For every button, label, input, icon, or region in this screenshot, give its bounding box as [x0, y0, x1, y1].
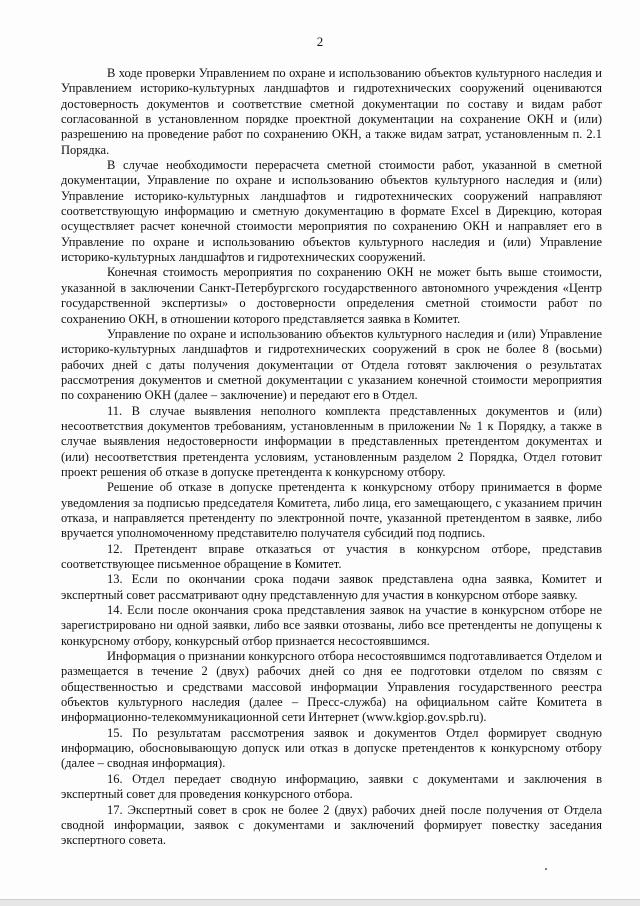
document-body — [61, 66, 602, 849]
paragraph-13: 13. Если по окончании срока подачи заявок представлена одна заявка, Комитет и экспертный совет рассматривают одну представленную для участия в конкурсном отборе заявку. — [61, 572, 602, 602]
paragraph-17: 17. Экспертный совет в срок не более 2 (двух) рабочих дней после получения от Отдела сводной информации, заявок с документами и заключений формирует повестку заседания экспертного совета. — [61, 802, 602, 848]
scan-bottom-edge — [0, 899, 640, 906]
paragraph-14: 14. Если после окончания срока представления заявок на участие в конкурсном отборе не зарегистрировано ни одной заявки, либо все заявки отозваны, либо все претенденты не допущены к конкурсному отбору, конкурсный отбор признается несостоявшимся. — [61, 603, 602, 648]
paragraph-final-cost: Конечная стоимость мероприятия по сохранению ОКН не может быть выше стоимости, указанной в заключении Санкт-Петербургского государственного автономного учреждения «Центр государственной экспертизы» о достоверности определения сметной стоимости работ по сохранению ОКН, в отношении которого представляется заявка в Комитет. — [61, 265, 602, 326]
paragraph-inspection: В ходе проверки Управлением по охране и использованию объектов культурного наследия и Управлением историко-культурных ландшафтов и гидротехнических сооружений оцениваются достоверность документов и соответствие сметной документации по составу и видам работ согласованной в установленном порядке проектной документации на сохранение ОКН и (или) разрешению на проведение работ по сохранению ОКН, а также видам затрат, установленным п. 2.1 Порядка. — [61, 66, 602, 157]
paragraph-16: 16. Отдел передает сводную информацию, заявки с документами и заключения в экспертный совет для проведения конкурсного отбора. — [61, 771, 602, 802]
scan-speck — [545, 868, 547, 870]
paragraph-11: 11. В случае выявления неполного комплекта представленных документов и (или) несоответствия документов требованиям, установленным в приложении № 1 к Порядку, а также в случае выявления недостоверности информации в представленных претендентом документах и (или) несоответствия претендента условиям, установленным разделом 2 Порядка, Отдел готовит проект решения об отказе в допуске претендента к конкурсному отбору. — [61, 403, 602, 479]
paragraph-12: 12. Претендент вправе отказаться от участия в конкурсном отборе, представив соответствующее письменное обращение в Комитет. — [61, 541, 602, 571]
paragraph-failed-selection-info: Информация о признании конкурсного отбора несостоявшимся подготавливается Отделом и размещается в течение 2 (двух) рабочих дней со дня ее подготовки отделом по связям с общественностью и средствами массовой информации Управления государственного реестра объектов культурного наследия (далее – Пресс-служба) на официальном сайте Комитета в информационно-телекоммуникационной сети Интернет (www.kgiop.gov.spb.ru). — [61, 649, 602, 725]
paragraph-refusal-decision: Решение об отказе в допуске претендента к конкурсному отбору принимается в форме уведомления за подписью председателя Комитета, либо лица, его замещающего, с указанием причин отказа, и направляется претенденту по электронной почте, указанной претендентом в заявке, либо вручается уполномоченному представителю получателя субсидий под подпись. — [61, 480, 602, 541]
paragraph-conclusions: Управление по охране и использованию объектов культурного наследия и (или) Управление историко-культурных ландшафтов и гидротехнических сооружений в срок не более 8 (восьми) рабочих дней с даты получения документации от Отдела готовят заключения о результатах рассмотрения документов и сметной документации с указанием конечной стоимости мероприятия по сохранению ОКН (далее – заключение) и передают его в Отдел. — [61, 326, 602, 403]
paragraph-15: 15. По результатам рассмотрения заявок и документов Отдел формирует сводную информацию, обосновывающую допуск или отказ в допуске претендентов к конкурсному отбору (далее – сводная информация). — [61, 725, 602, 771]
paragraph-recalculation: В случае необходимости перерасчета сметной стоимости работ, указанной в сметной документации, Управление по охране и использованию объектов культурного наследия и (или) Управление историко-культурных ландшафтов и гидротехнических сооружений направляют соответствующую информацию и сметную документацию в формате Excel в Дирекцию, которая осуществляет расчет конечной стоимости мероприятия по сохранению ОКН и направляет его в Управление по охране и использованию объектов культурного наследия и (или) Управление историко-культурных ландшафтов и гидротехнических сооружений. — [61, 158, 602, 265]
page-number: 2 — [316, 34, 324, 49]
